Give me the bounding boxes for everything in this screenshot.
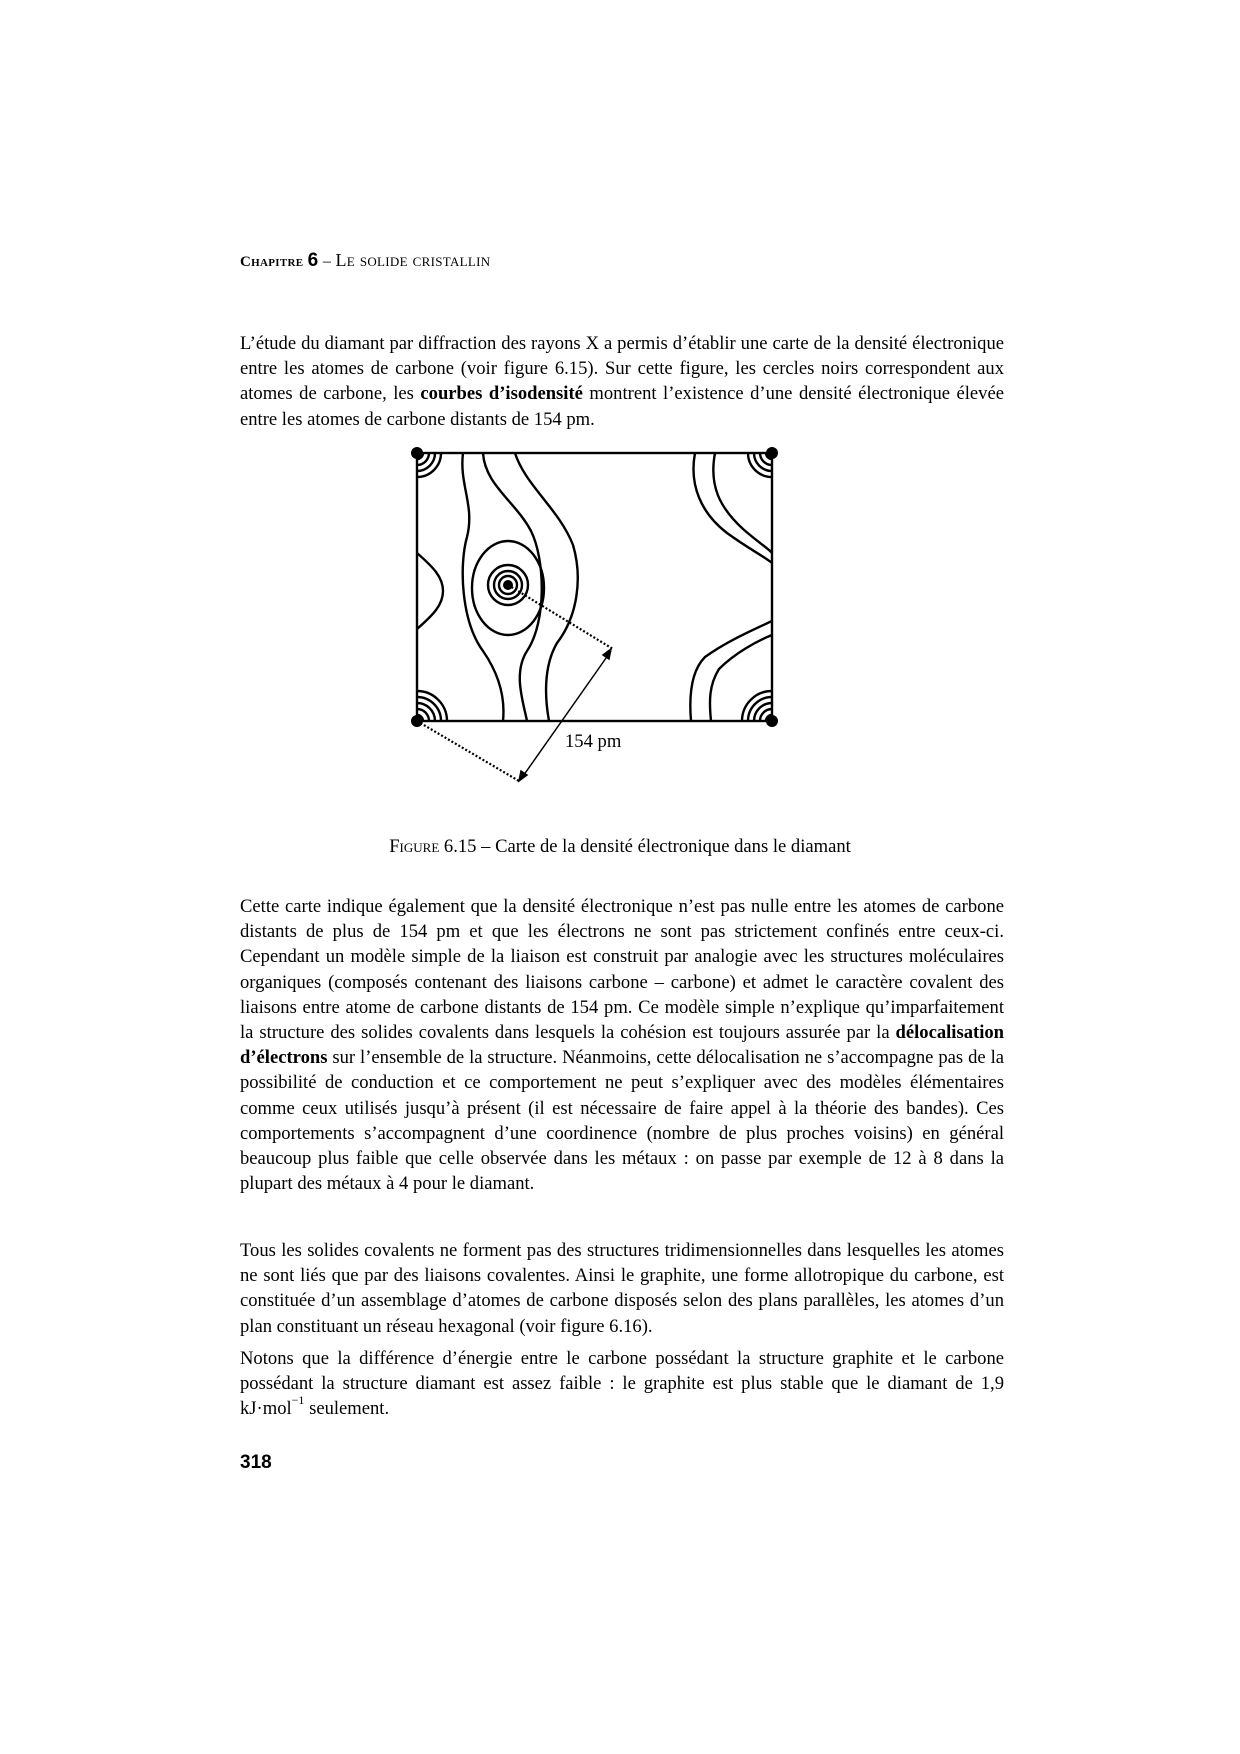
running-header xyxy=(240,250,490,272)
contour-left-lobe xyxy=(417,553,443,629)
paragraph-energy xyxy=(240,1346,1004,1422)
paragraph-text: Cette carte indique également que la densité électronique n’est pas nulle entre les atomes de carbone distants de plus de 154 pm et que les électrons ne sont pas strictement confinés entre ceux-ci. Cependant un modèle simple de la liaison est construit par analogie avec les structures moléculaires organiques (composés contenant des liaisons carbone – carbone) et admet le caractère covalent des liaisons entre atome de carbone distants de 154 pm. Ce modèle simple n’explique qu’imparfaitement la structure des solides covalents dans lesquels la cohésion est toujours assurée par la xyxy=(240,896,1004,1044)
paragraph-text: seulement. xyxy=(304,1398,390,1420)
carbon-atom xyxy=(411,447,423,459)
bond-dotted-lower xyxy=(417,721,519,781)
contour-right-bottom xyxy=(690,621,772,721)
bold-term-isodensite: courbes d’isodensité xyxy=(420,383,583,405)
paragraph-delocalisation xyxy=(240,894,1004,1196)
chapter-title: Le solide cristallin xyxy=(335,250,491,270)
caption-prefix: Figure xyxy=(389,836,440,857)
distance-label: 154 pm xyxy=(565,731,622,752)
superscript-exponent: −1 xyxy=(291,1393,305,1408)
figure-caption xyxy=(0,836,1240,858)
paragraph-text: Notons que la différence d’énergie entre le carbone possédant la structure graphite et le carbone possédant la structure diamant est assez faible : le graphite est plus stable que le diamant de 1,9 kJ·mol xyxy=(240,1348,1004,1420)
paragraph-text: montrent l’existence d’une densité électronique élevée entre les atomes de carbone distants de 154 pm. xyxy=(240,383,1004,430)
caption-number: 6.15 xyxy=(443,836,477,857)
paragraph-text: sur l’ensemble de la structure. Néanmoins, cette délocalisation ne s’accompagne pas de la possibilité de conduction et ce comportement ne peut s’expliquer avec des modèles élémentaires comme ceux utilisés jusqu’à présent (il est nécessaire de faire appel à la théorie des bandes). Ces comportements s’accompagnent d’une coordinence (nombre de plus proches voisins) en général beaucoup plus faible que celle observée dans les métaux : on passe par exemple de 12 à 8 dans la plupart des métaux à 4 pour le diamant. xyxy=(240,1047,1004,1195)
density-map-svg xyxy=(405,445,845,845)
density-map-figure xyxy=(405,445,845,845)
caption-text: – Carte de la densité électronique dans le diamant xyxy=(481,836,851,857)
contour-band-1 xyxy=(462,453,503,721)
bold-term-delocalisation: délocalisation d’électrons xyxy=(240,1022,1004,1069)
paragraph-text: L’étude du diamant par diffraction des rayons X a permis d’établir une carte de la densité électronique entre les atomes de carbone (voir figure 6.15). Sur cette figure, les cercles noirs correspondent aux atomes de carbone, les xyxy=(240,333,1004,405)
page-number: 318 xyxy=(240,1452,272,1473)
chapter-number: 6 xyxy=(307,250,319,271)
contour-right-top xyxy=(693,453,772,563)
carbon-atom xyxy=(766,447,778,459)
paragraph-graphite: Tous les solides covalents ne forment pas des structures tridimensionnelles dans lesquelles les atomes ne sont liés que par des liaisons covalentes. Ainsi le graphite, une forme allotropique du carbone, est constituée d’un assemblage d’atomes de carbone disposés selon des plans parallèles, les atomes d’un plan constituant un réseau hexagonal (voir figure 6.16). xyxy=(240,1240,1004,1337)
contour-band-3 xyxy=(515,453,578,721)
header-separator: – xyxy=(322,253,332,270)
carbon-atom xyxy=(766,715,778,727)
chapter-word: Chapitre xyxy=(240,254,304,270)
distance-arrow xyxy=(521,651,611,779)
arrow-head xyxy=(603,649,611,659)
map-frame xyxy=(417,453,772,721)
paragraph-diffraction xyxy=(240,331,1004,432)
